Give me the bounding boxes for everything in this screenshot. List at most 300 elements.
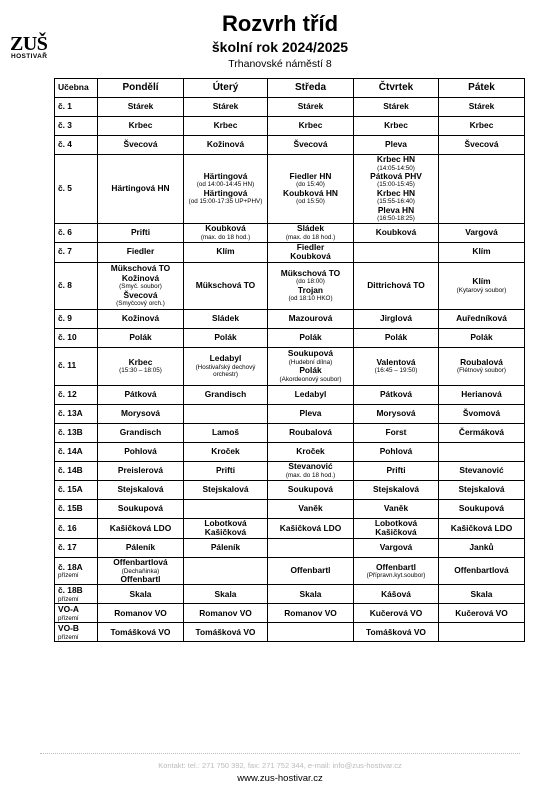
teacher-name: Offenbartlová xyxy=(113,557,168,567)
teacher-name: Stevanović xyxy=(288,461,333,472)
teacher-name: Páleník xyxy=(210,542,241,553)
teacher-name: Kučerová VO xyxy=(369,607,423,618)
cell-note: (14:05-14:50) xyxy=(377,164,415,172)
table-row xyxy=(55,604,525,623)
room-label: č. 5 xyxy=(58,182,72,193)
room-label: č. 1 xyxy=(58,101,72,112)
teacher-name: Kašičková LDO xyxy=(109,522,172,533)
schedule-cell-thursday xyxy=(354,223,439,242)
schedule-cell-friday xyxy=(439,604,525,623)
teacher-name: Jirglová xyxy=(379,312,413,323)
table-row xyxy=(55,347,525,385)
teacher-name: Morysová xyxy=(376,407,416,418)
teacher-name: Pleva xyxy=(385,139,407,150)
schedule-cell-monday xyxy=(98,557,184,584)
teacher-name: Krbec xyxy=(128,356,153,367)
schedule-cell-tuesday xyxy=(184,480,268,499)
table-row xyxy=(55,585,525,604)
teacher-name: Pleva HN xyxy=(377,204,415,215)
teacher-name: Polák xyxy=(214,331,237,342)
cell-note: (Přípravn.kyt.soubor) xyxy=(366,572,426,580)
teacher-name: Soukupová xyxy=(287,348,334,359)
schedule-cell-friday xyxy=(439,242,525,262)
schedule-cell-tuesday xyxy=(184,328,268,347)
schedule-cell-friday xyxy=(439,423,525,442)
schedule-cell-tuesday xyxy=(184,262,268,309)
teacher-name: Pleva xyxy=(299,407,322,418)
teacher-name: Roubalová xyxy=(460,356,503,367)
room-cell xyxy=(55,404,98,423)
teacher-name: Stejskalová xyxy=(458,483,505,494)
room-label: č. 17 xyxy=(58,542,77,553)
table-row xyxy=(55,155,525,224)
schedule-cell-monday xyxy=(98,223,184,242)
room-label: č. 18B xyxy=(58,585,83,596)
room-label: č. 14A xyxy=(58,445,83,456)
teacher-name: Krbec xyxy=(469,120,494,131)
teacher-name: Čermáková xyxy=(458,426,505,437)
schedule-cell-monday xyxy=(98,136,184,155)
room-label: č. 16 xyxy=(58,522,77,533)
schedule-cell-tuesday xyxy=(184,223,268,242)
teacher-name: Skala xyxy=(299,588,322,599)
teacher-name: Ledabyl xyxy=(209,353,242,364)
room-cell xyxy=(55,499,98,518)
schedule-cell-tuesday xyxy=(184,423,268,442)
schedule-cell-thursday xyxy=(354,98,439,117)
schedule-cell-thursday xyxy=(354,328,439,347)
schedule-cell-tuesday xyxy=(184,518,268,538)
schedule-cell-wednesday xyxy=(268,585,354,604)
room-cell xyxy=(55,347,98,385)
schedule-cell-tuesday xyxy=(184,404,268,423)
schedule-cell-wednesday xyxy=(268,442,354,461)
teacher-name: Forst xyxy=(385,426,407,437)
teacher-name: Krbec xyxy=(128,120,153,131)
schedule-cell-wednesday xyxy=(268,461,354,480)
schedule-cell-wednesday xyxy=(268,423,354,442)
teacher-name: Valentová xyxy=(376,356,416,367)
schedule-cell-friday xyxy=(439,328,525,347)
schedule-cell-thursday xyxy=(354,518,439,538)
schedule-cell-tuesday xyxy=(184,347,268,385)
room-cell xyxy=(55,604,98,623)
logo-subtext: HOSTIVAŘ xyxy=(11,53,48,60)
cell-note: (od 15:50) xyxy=(296,198,325,206)
teacher-name: Stárek xyxy=(383,101,409,112)
cell-note: (Hostivařský dechový orchestr) xyxy=(195,363,256,379)
teacher-name: Kašičková LDO xyxy=(279,522,342,533)
room-cell xyxy=(55,385,98,404)
schedule-cell-friday xyxy=(439,155,525,224)
teacher-name: Kožinová xyxy=(206,139,245,150)
room-cell xyxy=(55,623,98,642)
teacher-name: Prifti xyxy=(130,226,151,237)
schedule-cell-thursday xyxy=(354,585,439,604)
cell-note: (16:45 – 19:50) xyxy=(374,367,418,375)
schedule-cell-monday xyxy=(98,585,184,604)
table-row xyxy=(55,262,525,309)
room-cell xyxy=(55,242,98,262)
teacher-name: Kašičková LDO xyxy=(450,522,513,533)
teacher-name: Krbec xyxy=(213,120,238,131)
schedule-cell-tuesday xyxy=(184,461,268,480)
room-label: č. 12 xyxy=(58,388,77,399)
cell-note: (do 18:00) xyxy=(296,278,325,286)
schedule-cell-thursday xyxy=(354,499,439,518)
schedule-cell-tuesday xyxy=(184,557,268,584)
column-header-monday: Pondělí xyxy=(98,79,184,98)
teacher-name: Roubalová xyxy=(289,426,332,437)
schedule-cell-thursday xyxy=(354,480,439,499)
room-label: č. 18A xyxy=(58,561,83,572)
schedule-cell-thursday xyxy=(354,442,439,461)
room-label: č. 8 xyxy=(58,279,72,290)
schedule-cell-monday xyxy=(98,480,184,499)
schedule-cell-monday xyxy=(98,538,184,557)
teacher-name: Trojan xyxy=(297,284,324,295)
room-cell xyxy=(55,442,98,461)
room-cell xyxy=(55,557,98,584)
schedule-cell-friday xyxy=(439,538,525,557)
teacher-name: Härtingová xyxy=(203,170,248,181)
schedule-cell-wednesday xyxy=(268,347,354,385)
teacher-name: Sládek xyxy=(296,223,324,234)
schedule-cell-tuesday xyxy=(184,499,268,518)
table-row xyxy=(55,328,525,347)
room-label: č. 13A xyxy=(58,407,83,418)
schedule-cell-friday xyxy=(439,385,525,404)
schedule-cell-thursday xyxy=(354,557,439,584)
schedule-cell-tuesday xyxy=(184,585,268,604)
schedule-cell-wednesday xyxy=(268,98,354,117)
schedule-body xyxy=(55,98,525,642)
teacher-name: Polák xyxy=(384,331,408,342)
teacher-name: Prifti xyxy=(386,464,406,475)
schedule-cell-monday xyxy=(98,117,184,136)
teacher-name: Mazourová xyxy=(288,312,333,323)
teacher-name: Romanov VO xyxy=(199,607,252,618)
schedule-cell-tuesday xyxy=(184,538,268,557)
schedule-cell-tuesday xyxy=(184,309,268,328)
teacher-name: Pohlová xyxy=(124,445,157,456)
table-row xyxy=(55,461,525,480)
schedule-cell-wednesday xyxy=(268,404,354,423)
schedule-cell-thursday xyxy=(354,262,439,309)
teacher-name: Vargová xyxy=(379,542,413,553)
room-label: č. 11 xyxy=(58,360,77,371)
schedule-cell-tuesday xyxy=(184,623,268,642)
teacher-name: Švecová xyxy=(123,289,158,300)
schedule-cell-thursday xyxy=(354,538,439,557)
teacher-name: Ledabyl xyxy=(294,388,327,399)
cell-note: (15:00-15:45) xyxy=(377,181,415,189)
schedule-cell-wednesday xyxy=(268,328,354,347)
teacher-name: Dittrichová TO xyxy=(367,279,425,290)
cell-note: (Smyčcový orch.) xyxy=(116,300,165,308)
teacher-name: Grandisch xyxy=(204,388,247,399)
table-row xyxy=(55,117,525,136)
schedule-cell-wednesday xyxy=(268,518,354,538)
schedule-cell-wednesday xyxy=(268,499,354,518)
teacher-name: Polák xyxy=(299,331,322,342)
school-year: školní rok 2024/2025 xyxy=(211,39,349,55)
teacher-name: Pohlová xyxy=(379,445,413,456)
room-cell xyxy=(55,328,98,347)
table-row xyxy=(55,309,525,328)
schedule-cell-thursday xyxy=(354,623,439,642)
schedule-cell-friday xyxy=(439,262,525,309)
teacher-name: Pátková xyxy=(379,388,413,399)
schedule-cell-wednesday xyxy=(268,538,354,557)
schedule-cell-tuesday xyxy=(184,136,268,155)
room-label: č. 7 xyxy=(58,246,72,257)
schedule-cell-thursday xyxy=(354,385,439,404)
schedule-cell-tuesday xyxy=(184,604,268,623)
room-cell xyxy=(55,538,98,557)
schedule-cell-thursday xyxy=(354,404,439,423)
cell-note: (Smyč. soubor) xyxy=(119,283,162,291)
teacher-name: Skala xyxy=(129,588,152,599)
schedule-cell-wednesday xyxy=(268,309,354,328)
schedule-cell-friday xyxy=(439,442,525,461)
schedule-cell-tuesday xyxy=(184,385,268,404)
teacher-name: Soukupová xyxy=(287,483,334,494)
room-floor-label: přízemí xyxy=(58,595,79,603)
table-row xyxy=(55,518,525,538)
teacher-name: Klím xyxy=(216,246,235,257)
schedule-cell-monday xyxy=(98,385,184,404)
table-row xyxy=(55,385,525,404)
room-cell xyxy=(55,423,98,442)
room-cell xyxy=(55,98,98,117)
teacher-name: Herianová xyxy=(461,388,502,399)
room-label: č. 9 xyxy=(58,312,72,323)
schedule-cell-wednesday xyxy=(268,136,354,155)
teacher-name: Švecová xyxy=(464,139,499,150)
teacher-name: Krbec xyxy=(298,120,323,131)
schedule-cell-wednesday xyxy=(268,623,354,642)
teacher-name: Fiedler xyxy=(296,242,325,252)
schedule-cell-friday xyxy=(439,98,525,117)
teacher-name: Polák xyxy=(129,331,152,342)
teacher-name: Offenbartl xyxy=(375,561,416,572)
room-cell xyxy=(55,262,98,309)
teacher-name: Švecová xyxy=(123,139,158,150)
schedule-cell-friday xyxy=(439,223,525,242)
room-label: č. 6 xyxy=(58,226,72,237)
table-row xyxy=(55,623,525,642)
teacher-name: Stejskalová xyxy=(202,483,249,494)
room-floor-label: přízemí xyxy=(58,614,79,622)
table-row xyxy=(55,98,525,117)
teacher-name: Stárek xyxy=(468,101,495,112)
cell-note: (do 15:40) xyxy=(296,181,325,189)
cell-note: (Dechaňinka) xyxy=(121,567,160,575)
schedule-cell-monday xyxy=(98,499,184,518)
teacher-name: Mükschová TO xyxy=(110,263,171,274)
teacher-name: Polák xyxy=(470,331,493,342)
teacher-name: Vargová xyxy=(465,226,498,237)
table-row xyxy=(55,423,525,442)
schedule-cell-friday xyxy=(439,404,525,423)
cell-note: (od 14:00-14:45 HN) xyxy=(196,181,255,189)
room-label: č. 4 xyxy=(58,139,72,150)
teacher-name: Vaněk xyxy=(383,502,409,513)
teacher-name: Stárek xyxy=(212,101,239,112)
table-row xyxy=(55,480,525,499)
address: Trhanovské náměstí 8 xyxy=(228,58,332,70)
room-cell xyxy=(55,585,98,604)
page-title: Rozvrh tříd xyxy=(221,11,339,36)
teacher-name: Tomášková VO xyxy=(110,626,171,637)
schedule-cell-thursday xyxy=(354,242,439,262)
table-row xyxy=(55,557,525,584)
schedule-cell-monday xyxy=(98,328,184,347)
schedule-cell-friday xyxy=(439,347,525,385)
teacher-name: Stárek xyxy=(297,101,324,112)
teacher-name: Morysová xyxy=(120,407,161,418)
teacher-name: Kroček xyxy=(211,445,240,456)
schedule-cell-thursday xyxy=(354,155,439,224)
table-row xyxy=(55,538,525,557)
column-header-friday: Pátek xyxy=(439,79,525,98)
teacher-name: Švecová xyxy=(293,139,328,150)
schedule-cell-thursday xyxy=(354,461,439,480)
teacher-name: Härtingová xyxy=(203,187,248,198)
room-floor-label: přízemí xyxy=(58,572,79,580)
schedule-cell-friday xyxy=(439,499,525,518)
schedule-cell-monday xyxy=(98,518,184,538)
room-label: VO-A xyxy=(58,604,79,615)
teacher-name: Polák xyxy=(299,365,322,376)
room-cell xyxy=(55,480,98,499)
schedule-cell-tuesday xyxy=(184,242,268,262)
schedule-cell-thursday xyxy=(354,117,439,136)
teacher-name: Stejskalová xyxy=(372,483,420,494)
teacher-name: Pátková PHV xyxy=(370,170,422,181)
cell-note: (od 18:10 HKO) xyxy=(288,295,333,303)
teacher-name: Krbec HN xyxy=(376,154,416,164)
schedule-cell-monday xyxy=(98,423,184,442)
column-header-room: Učebna xyxy=(55,79,98,98)
table-row xyxy=(55,499,525,518)
schedule-cell-wednesday xyxy=(268,557,354,584)
teacher-name: Kožinová xyxy=(121,272,160,283)
column-header-tuesday: Úterý xyxy=(184,79,268,98)
schedule-cell-tuesday xyxy=(184,98,268,117)
schedule-cell-tuesday xyxy=(184,155,268,224)
room-label: č. 14B xyxy=(58,464,83,475)
teacher-name: Sládek xyxy=(211,312,239,323)
footer-website: www.zus-hostivar.cz xyxy=(237,773,323,784)
cell-note: (16:50-18:25) xyxy=(377,215,415,223)
table-row xyxy=(55,442,525,461)
teacher-name: Klím xyxy=(472,276,491,287)
teacher-name: Fiedler xyxy=(126,246,155,257)
header-row xyxy=(55,79,525,98)
cell-note: (od 15:00-17:35 UP+PHV) xyxy=(188,198,263,206)
table-row xyxy=(55,404,525,423)
room-cell xyxy=(55,223,98,242)
schedule-cell-monday xyxy=(98,404,184,423)
schedule-cell-thursday xyxy=(354,136,439,155)
teacher-name: Tomášková VO xyxy=(366,626,426,637)
teacher-name: Fiedler HN xyxy=(289,170,332,181)
schedule-cell-friday xyxy=(439,480,525,499)
teacher-name: Koubková xyxy=(290,251,331,262)
teacher-name: Kášová xyxy=(381,588,411,599)
room-label: č. 10 xyxy=(58,331,77,342)
teacher-name: Kašičková xyxy=(204,527,247,538)
teacher-name: Skala xyxy=(470,588,493,599)
teacher-name: Pátková xyxy=(124,388,157,399)
footer-contact: Kontakt: tel.: 271 750 392, fax: 271 752 344, e-mail: info@zus-hostivar.cz xyxy=(158,761,402,770)
schedule-cell-monday xyxy=(98,604,184,623)
schedule-cell-tuesday xyxy=(184,117,268,136)
schedule-cell-monday xyxy=(98,347,184,385)
table-row xyxy=(55,242,525,262)
schedule-cell-friday xyxy=(439,557,525,584)
teacher-name: Offenbartl xyxy=(120,573,161,584)
schedule-cell-wednesday xyxy=(268,242,354,262)
teacher-name: Kašičková xyxy=(375,527,417,538)
teacher-name: Lamoš xyxy=(212,426,239,437)
cell-note: (max. do 18 hod.) xyxy=(200,233,251,241)
schedule-cell-friday xyxy=(439,623,525,642)
teacher-name: Grandisch xyxy=(119,426,162,437)
teacher-name: Lobotková xyxy=(204,518,247,528)
schedule-cell-thursday xyxy=(354,347,439,385)
cell-note: (Akordeonový soubor) xyxy=(279,375,342,383)
logo-text: ZUŠ xyxy=(10,33,48,55)
schedule-cell-monday xyxy=(98,461,184,480)
teacher-name: Romanov VO xyxy=(114,607,167,618)
room-label: č. 13B xyxy=(58,426,83,437)
room-floor-label: přízemí xyxy=(58,633,79,641)
teacher-name: Offenbartlová xyxy=(454,565,509,576)
schedule-cell-friday xyxy=(439,117,525,136)
room-label: VO-B xyxy=(58,623,79,634)
schedule-cell-monday xyxy=(98,242,184,262)
teacher-name: Janků xyxy=(469,542,494,553)
footer-divider xyxy=(40,753,520,754)
schedule-cell-wednesday xyxy=(268,155,354,224)
room-cell xyxy=(55,155,98,224)
teacher-name: Klím xyxy=(472,246,491,257)
room-label: č. 3 xyxy=(58,120,72,131)
schedule-cell-thursday xyxy=(354,604,439,623)
teacher-name: Offenbartl xyxy=(290,565,331,576)
room-cell xyxy=(55,136,98,155)
schedule-cell-friday xyxy=(439,136,525,155)
schedule-cell-monday xyxy=(98,98,184,117)
table-row xyxy=(55,223,525,242)
teacher-name: Lobotková xyxy=(374,518,418,528)
cell-note: (15:55-16:40) xyxy=(377,198,415,206)
schedule-cell-thursday xyxy=(354,423,439,442)
schedule-cell-wednesday xyxy=(268,223,354,242)
teacher-name: Härtingová HN xyxy=(111,182,170,193)
teacher-name: Vaněk xyxy=(298,502,323,513)
teacher-name: Auředníková xyxy=(456,312,507,323)
teacher-name: Krbec xyxy=(384,120,408,131)
schedule-cell-monday xyxy=(98,309,184,328)
schedule-cell-friday xyxy=(439,518,525,538)
room-cell xyxy=(55,518,98,538)
teacher-name: Stejskalová xyxy=(117,483,164,494)
schedule-cell-friday xyxy=(439,309,525,328)
